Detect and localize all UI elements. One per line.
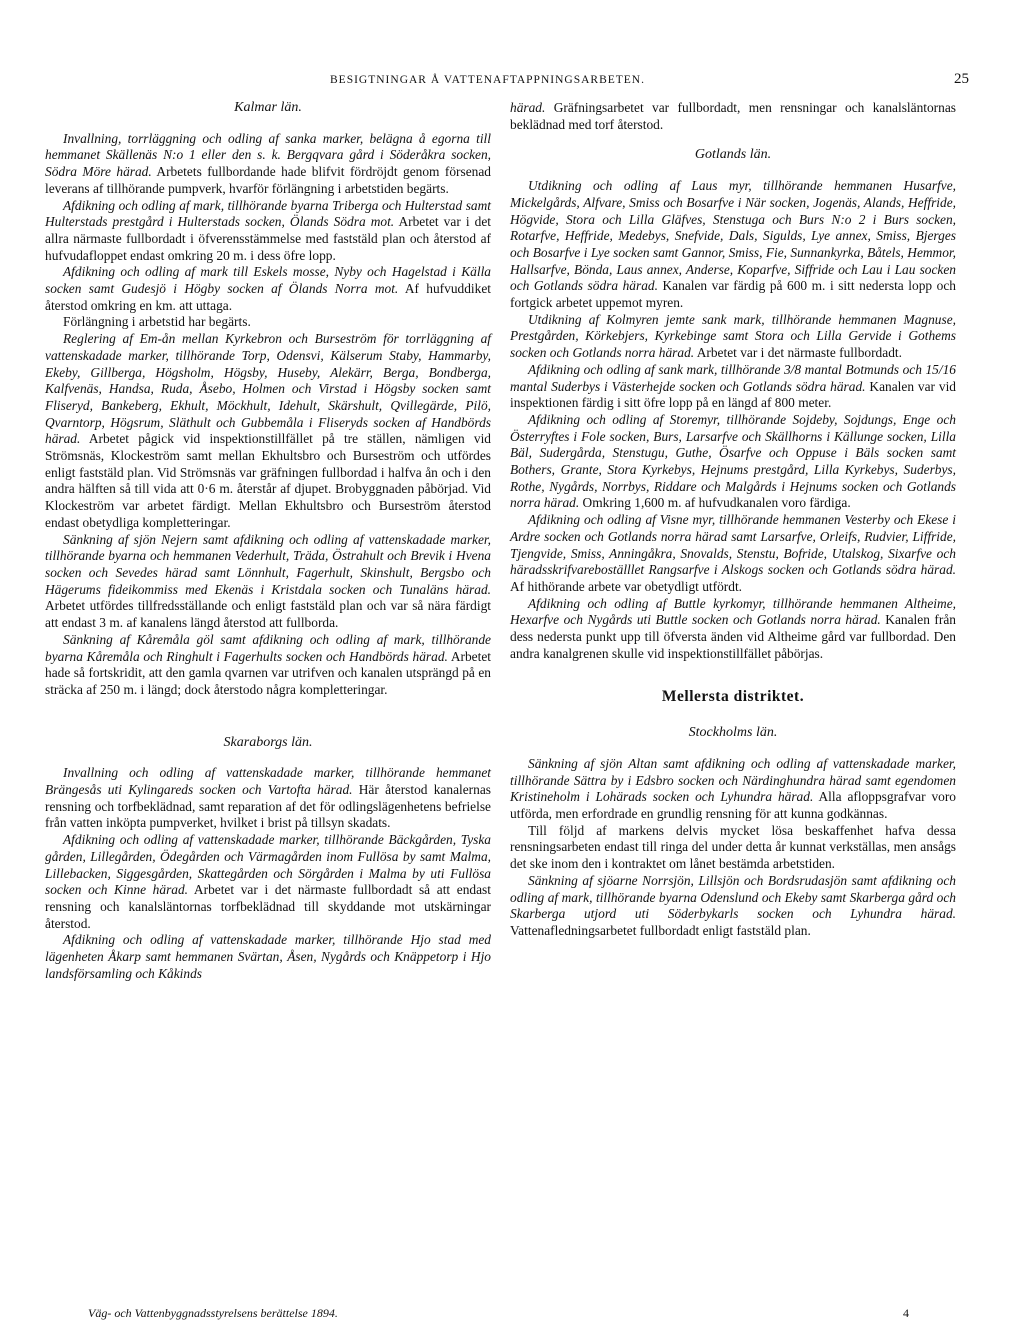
page-header xyxy=(0,71,1024,94)
district-title: Mellersta distriktet. xyxy=(661,687,805,705)
paragraph-body: Gräfningsarbetet var fullbordadt, men rensningar och kanalsläntornas beklädnad med torf återstod. xyxy=(510,100,956,132)
paragraph xyxy=(510,512,956,596)
paragraph-title: Afdikning och odling af mark till Eskels mosse, Nyby och Hagelstad i Källa socken samt Gudesjö i Högby socken af Ölands Norra mot. xyxy=(45,264,491,297)
spacer xyxy=(45,699,491,735)
paragraph-body: Här återstod kanalernas rensning och torfbeklädnad, samt reparation af det för odlingslägenhetens befrielse från vatten inköpta pumpverket, hvilket i brist på tillsyn skadats. xyxy=(45,782,491,831)
paragraph-body: Arbetet var i det närmaste fullbordadt. xyxy=(694,345,902,361)
paragraph-body: Vattenafledningsarbetet fullbordadt enligt faststäld plan. xyxy=(510,922,811,938)
right-column xyxy=(510,100,956,940)
paragraph xyxy=(45,198,491,265)
paragraph-body: Arbetets fullbordande hade blifvit fördröjdt genom försenad leverans af tillhörande pumpverk, hvarför förlängning i arbetstiden begärts. xyxy=(45,164,491,196)
paragraph-title: Afdikning och odling af vattenskadade marker, tillhörande Bäckgården, Tyska gården, Lillegården, Ödegården och Värmagården inom Fullösa by samt Malma, Lillebacken, Siggesgården, Skattegården och Sörgården i Malma by uti Fullösa socken och Kinne härad. xyxy=(45,832,491,898)
paragraph xyxy=(510,100,956,133)
paragraph: Till följd af markens delvis mycket lösa beskaffenhet hafva dessa rensningsarbeten endast till ringa del under detta år kunnat verkställas, men ansågs det ske inom den i kontraktet om lånet bestämda arbetstiden. xyxy=(510,822,956,872)
paragraph-title: Sänkning af sjön Nejern samt afdikning och odling af vattenskadade marker, tillhörande byarna och hemmanen Vederhult, Träda, Östrahult och Brevik i Hvena socken och Sevedes härad samt Lönnhult, Fagerhult, Skinshult, Bergsbo och Hägerums fideikommiss med Ekenäs i Kristdala socken och Tunaläns härad. xyxy=(45,531,491,597)
paragraph-title: Reglering af Em-ån mellan Kyrkebron och Burseström för torrläggning af vattenskadade marker, tillhörande Torp, Odensvi, Kälserum Staby, Hammarby, Ekeby, Gillberga, Högsholm, Högsby, Huseby, Alekärr, Berga, Bondberga, Kalfvenäs, Handsa, Ruda, Åsebo, Holmen och Virstad i Högsby socken samt Fliseryd, Bankeberg, Ekhult, Möckhult, Idehult, Skärshult, Qvillegärde, Pilö, Qvarntorp, Högsrum, Släthult och Gubbemåla i Fliseryds socken af Handbörds härad. xyxy=(45,331,491,447)
paragraph-title: Afdikning och odling af mark, tillhörande byarna Triberga och Hulterstad samt Hulterstads prestgård i Hulterstads socken, Ölands Södra mot. xyxy=(45,197,491,230)
page-footer xyxy=(0,1306,1024,1322)
paragraph xyxy=(45,131,491,198)
paragraph-title: Afdikning och odling af Visne myr, tillhörande hemmanen Vesterby och Ekese i Ardre socken och Gotlands norra härad samt Larsarfve, Orleifs, Rudvier, Liffride, Tjengvide, Smiss, Anningåkra, Snovalds, Stenstu, Bofride, Utalskog, Sixarfve och häradsskrifvareboställlet Rangsarfve i Alskogs socken och Gotlands södra härad. xyxy=(510,512,956,578)
paragraph-body: Af hufvuddiket återstod omkring en km. att uttaga. xyxy=(45,281,492,313)
paragraph xyxy=(510,873,956,940)
paragraph-body: Kanalen var vid inspektionen färdig i sitt öfre lopp på en längd af 800 meter. xyxy=(510,378,956,411)
signature-mark: 4 xyxy=(903,1306,909,1320)
paragraph-body: Af hithörande arbete var obetydligt utfördt. xyxy=(510,578,743,594)
paragraph-title: härad. xyxy=(510,100,546,115)
paragraph xyxy=(510,596,956,663)
section-title-stockholm: Stockholms län. xyxy=(688,725,778,741)
paragraph xyxy=(45,765,491,832)
paragraph-title: Invallning och odling af vattenskadade marker, tillhörande hemmanet Brängesås uti Kylingareds socken och Vartofta härad. xyxy=(45,765,491,798)
paragraph xyxy=(510,412,956,512)
paragraph-body: Arbetet pågick vid inspektionstillfället på tre ställen, nämligen vid Strömsnäs, Klockeström samt mellan Ekhultsbro och Burseström och utfördes enligt faststäld plan. Vid Strömsnäs var gräfningen fullbordad i halfva ån och i den andra hälften så till vida att 0·6 m. återstår af djupet. Brobyggnaden påbörjad. Vid Klockeström var arbetet färdigt. Mellan Ekhultsbro och Burseström återstod endast obetydliga kompletteringar. xyxy=(45,431,491,530)
paragraph xyxy=(45,632,491,699)
footer-title: Väg- och Vattenbyggnadsstyrelsens berättelse 1894. xyxy=(88,1306,338,1320)
paragraph-title: Afdikning och odling af vattenskadade marker, tillhörande Hjo stad med lägenheten Åkarp samt hemmanen Svärtan, Åsen, Nygårds och Knäppetorp i Hjo landsförsamling och Kåkinds xyxy=(45,932,491,981)
paragraph xyxy=(510,312,956,362)
running-head: BESIGTNINGAR Å VATTENAFTAPPNINGSARBETEN. xyxy=(330,74,645,86)
section-title-kalmar: Kalmar län. xyxy=(234,100,302,115)
page-number: 25 xyxy=(954,71,969,87)
paragraph-title: Utdikning af Kolmyren jemte sank mark, tillhörande hemmanen Magnuse, Prestgården, Körkebjers, Kyrkebinge samt Stora och Lilla Gervide i Gothems socken och Gotlands norra härad. xyxy=(510,311,956,361)
paragraph-body: Arbetet var i det allra närmaste fullbordadt i öfverensstämmelse med faststäld plan och återstod af hufvudafloppet endast omkring 20 m. i dess öfre lopp. xyxy=(45,214,491,263)
paragraph-body: Arbetet var i det närmaste fullbordadt så att endast rensning och kanalsläntornas torfbeklädnad till skyddande mot utskärningar återstod. xyxy=(45,882,491,931)
paragraph-title: Sänkning af sjön Altan samt afdikning och odling af vattenskadade marker, tillhörande Sättra by i Edsbro socken och Närdinghundra härad samt egendomen Kristineholm i Lohärads socken och Lyhundra härad. xyxy=(510,755,956,805)
paragraph xyxy=(510,178,956,312)
section-title-skaraborg: Skaraborgs län. xyxy=(223,734,313,750)
paragraph xyxy=(45,532,491,632)
paragraph xyxy=(45,932,491,982)
paragraph-body: Arbetet hade så fortskridit, att den gamla qvarnen var utrifven och kanalen utsprängd på en sträcka af 250 m. i längd; dock återstodo några kompletteringar. xyxy=(45,648,491,697)
paragraph-title: Sänkning af Kåremåla göl samt afdikning och odling af mark, tillhörande byarna Kåremåla och Ringhult i Fagerhults socken och Handbörds härad. xyxy=(45,631,491,664)
paragraph-body: Arbetet utfördes tillfredsställande och enligt faststäld plan och var så nära färdigt att endast 3 m. af kanalens längd återstod att fullborda. xyxy=(45,598,491,631)
paragraph xyxy=(45,832,491,932)
paragraph-body: Alla afloppsgrafvar voro utförda, men erfordrade en grundlig rensning för att kunna godkännas. xyxy=(510,789,957,822)
paragraph-title: Invallning, torrläggning och odling af sanka marker, belägna å egorna till hemmanet Skällenäs N:o 1 eller den s. k. Bergqvara gård i Söderåkra socken, Södra Möre härad. xyxy=(45,130,491,180)
paragraph xyxy=(510,362,956,412)
paragraph xyxy=(45,264,491,314)
section-title-gotland: Gotlands län. xyxy=(694,147,772,163)
paragraph-title: Sänkning af sjöarne Norrsjön, Lillsjön och Bordsrudasjön samt afdikning och odling af mark, tillhörande byarna Odenslund och Ekeby samt Skarberga gård och Skarberga utjord uti Söderbykarls socken och Lyhundra härad. xyxy=(510,872,956,922)
spacer xyxy=(510,133,956,147)
paragraph xyxy=(45,331,491,531)
paragraph-body: Kanalen var färdig på 600 m. i sitt nedersta lopp och fortgick arbetet uppemot myren. xyxy=(510,278,956,311)
paragraph-title: Afdikning och odling af Buttle kyrkomyr, tillhörande hemmanen Altheime, Hexarfve och Nygårds uti Buttle socken och Gotlands norra härad. xyxy=(510,595,956,628)
paragraph-title: Afdikning och odling af Storemyr, tillhörande Sojdeby, Sojdungs, Enge och Österryftes i Fole socken, Burs, Larsarfve och Skällhorns i Källunge socken, Lilla Bäl, Sudergårda, Stenstugu, Guthe, Ösarfve och Oppuse i Bäls socken samt Bothers, Grante, Stora Kyrkebys, Hejnums prestgård, Lilla Kyrkebys, Suderbys, Rothe, Nygårds, Norrbys, Riddare och Malgårds i Hejnums socken och Gotlands norra härad. xyxy=(510,411,956,511)
paragraph-title: Afdikning och odling af sank mark, tillhörande 3/8 mantal Botmunds och 15/16 mantal Suderbys i Västerhejde socken och Gotlands södra härad. xyxy=(510,361,956,394)
paragraph-body: Kanalen från dess nedersta punkt upp till öfversta änden vid Altheime gård var fullbordad. Den andra kanalgrenen skulle vid inspektionstillfället påbörjas. xyxy=(510,612,956,661)
paragraph xyxy=(510,756,956,823)
paragraph: Förlängning i arbetstid har begärts. xyxy=(63,314,251,330)
paragraph-body: Omkring 1,600 m. af hufvudkanalen voro färdiga. xyxy=(579,495,851,511)
paragraph-title: Utdikning och odling af Laus myr, tillhörande hemmanen Husarfve, Mickelgårds, Alfvare, Smiss och Bosarfve i När socken, Jogenäs, Alands, Heffride, Högvide, Stora och Lilla Gläfves, Stenstuga och Burs N:o 2 i Burs socken, Rotarfve, Heffride, Medebys, Snefvide, Dals, Sigulds, Lye annex, Smiss, Bjerges och Bosarfve i Lye socken samt Gannor, Smiss, Fie, Sunnankyrka, Båtels, Hemmor, Hallsarfve, Bönda, Laus annex, Anderse, Koparfve, Siffride och Lau i Lau socken och Gotlands södra härad. xyxy=(510,178,956,294)
left-column xyxy=(45,100,491,982)
